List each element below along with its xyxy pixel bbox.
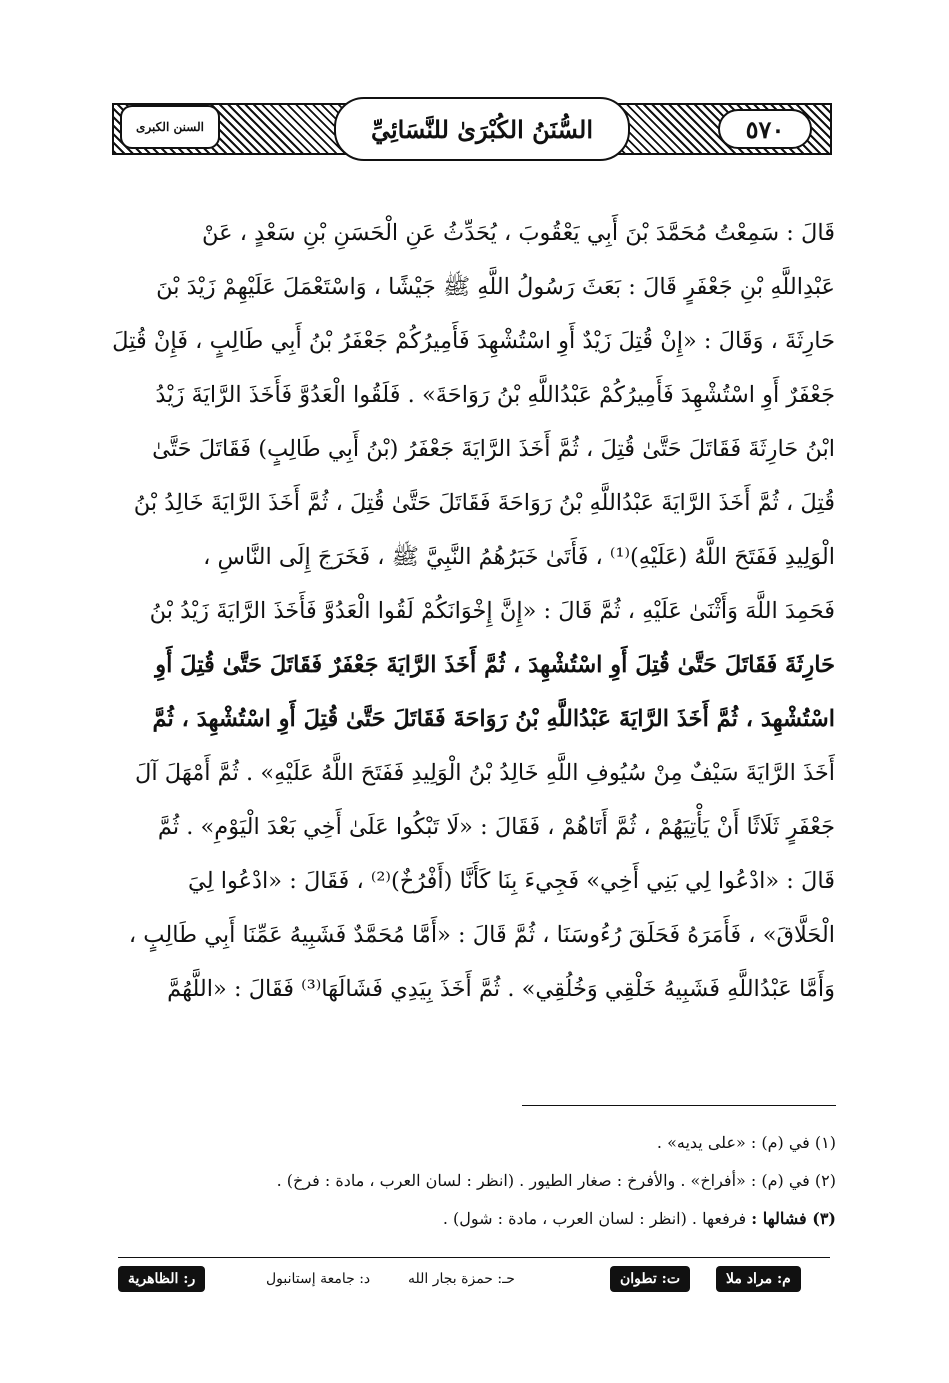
manuscript-credits	[118, 1262, 830, 1298]
footnote-1	[120, 1124, 836, 1162]
book-title-cartouche	[334, 97, 630, 161]
text-line: أَخَذَ الرَّايَةَ سَيْفٌ مِنْ سُيُوفِ اللَّهِ خَالِدُ بْنُ الْوَلِيدِ فَفَتَحَ اللَّهُ عَلَيْهِ» . ثُمَّ أَمْهَلَ آلَ	[135, 760, 835, 786]
text-line: الْوَلِيدِ فَفَتَحَ اللَّهُ (عَلَيْهِ)⁽¹⁾ ، فَأَتَىٰ خَبَرُهُمُ النَّبِيَّ ﷺ ، فَخَرَجَ إِلَى النَّاسِ ،	[203, 544, 835, 570]
footnote-keyword: (٣) فشالها :	[751, 1209, 836, 1228]
text-line: عَبْدِاللَّهِ بْنِ جَعْفَرٍ قَالَ : بَعَثَ رَسُولُ اللَّهِ ﷺ جَيْشًا ، وَاسْتَعْمَلَ عَلَيْهِمْ زَيْدَ بْنَ	[156, 274, 835, 300]
text-line: قُتِلَ ، ثُمَّ أَخَذَ الرَّايَةَ عَبْدُاللَّهِ بْنُ رَوَاحَةَ فَقَاتَلَ حَتَّىٰ قُتِلَ ، ثُمَّ أَخَذَ الرَّايَةَ خَالِدُ بْنُ	[133, 490, 835, 516]
credit-m: م: مراد ملا	[716, 1266, 801, 1292]
footnote-text: (٢) في (م) : «أفراخ» . والأفرخ : صغار الطيور . (انظر : لسان العرب ، مادة : فرخ) .	[276, 1171, 836, 1190]
text-line: قَالَ : «ادْعُوا لِي بَنِي أَخِي» فَجِيءَ بِنَا كَأَنَّا (أَفْرُخٌ)⁽²⁾ ، فَقَالَ : «ادْعُوا لِيَ	[187, 868, 835, 894]
text-line: حَارِثَةَ فَقَاتَلَ حَتَّىٰ قُتِلَ أَوِ اسْتُشْهِدَ ، ثُمَّ أَخَذَ الرَّايَةَ جَعْفَرٌ فَقَاتَلَ حَتَّىٰ قُتِلَ أَوِ	[155, 652, 835, 678]
footnote-separator	[522, 1105, 836, 1106]
text-line: حَارِثَةَ ، وَقَالَ : «إِنْ قُتِلَ زَيْدٌ أَوِ اسْتُشْهِدَ فَأَمِيرُكُمْ جَعْفَرُ بْنُ أَبِي طَالِبٍ ، فَإِنْ قُتِلَ	[112, 328, 835, 354]
credit-h: حـ: حمزة بجار الله	[408, 1271, 515, 1287]
page-header	[112, 97, 832, 161]
book-logo-text: السنن الكبرى	[136, 120, 204, 134]
page-number-cartouche	[718, 109, 812, 149]
book-title: السُّنَنُ الكُبْرَىٰ للنَّسَائِيِّ	[370, 114, 594, 144]
main-text	[100, 206, 835, 1016]
text-line: وَأَمَّا عَبْدُاللَّهِ فَشَبِيهُ خَلْقِي وَخُلُقِي» . ثُمَّ أَخَذَ بِيَدِي فَشَالَهَا⁽³⁾ فَقَالَ : «اللَّهُمَّ	[167, 976, 835, 1002]
text-line: جَعْفَرٍ ثَلَاثًا أَنْ يَأْتِيَهُمْ ، ثُمَّ أَتَاهُمْ ، فَقَالَ : «لَا تَبْكُوا عَلَىٰ أَخِي بَعْدَ الْيَوْمِ» . ثُمَّ	[157, 814, 835, 840]
credit-r: ر: الظاهرية	[118, 1266, 205, 1292]
credits-separator	[118, 1257, 830, 1258]
book-logo	[120, 105, 220, 149]
credit-t: ت: تطوان	[610, 1266, 690, 1292]
text-line: جَعْفَرٌ أَوِ اسْتُشْهِدَ فَأَمِيرُكُمْ عَبْدُاللَّهِ بْنُ رَوَاحَةَ» . فَلَقُوا الْعَدُوَّ فَأَخَذَ الرَّايَةَ زَيْدُ	[155, 382, 835, 408]
text-line: اسْتُشْهِدَ ، ثُمَّ أَخَذَ الرَّايَةَ عَبْدُاللَّهِ بْنُ رَوَاحَةَ فَقَاتَلَ حَتَّىٰ قُتِلَ أَوِ اسْتُشْهِدَ ، ثُمَّ	[152, 706, 835, 732]
text-line: ابْنُ حَارِثَةَ فَقَاتَلَ حَتَّىٰ قُتِلَ ، ثُمَّ أَخَذَ الرَّايَةَ جَعْفَرُ (بْنُ أَبِي طَالِبٍ) فَقَاتَلَ حَتَّىٰ	[152, 436, 835, 462]
page-number: ٥٧٠	[745, 114, 785, 144]
footnote-text: (١) في (م) : «على يديه» .	[656, 1133, 836, 1152]
text-line: فَحَمِدَ اللَّهَ وَأَثْنَىٰ عَلَيْهِ ، ثُمَّ قَالَ : «إِنَّ إِخْوَانَكُمْ لَقُوا الْعَدُوَّ فَأَخَذَ الرَّايَةَ زَيْدُ بْنُ	[149, 598, 835, 624]
footnote-3	[120, 1200, 836, 1238]
footnote-2	[120, 1162, 836, 1200]
footnote-text: فرفعها . (انظر : لسان العرب ، مادة : شول) .	[442, 1209, 752, 1228]
footnotes	[120, 1124, 836, 1238]
text-line: الْحَلَّاقَ» ، فَأَمَرَهُ فَحَلَقَ رُءُوسَنَا ، ثُمَّ قَالَ : «أَمَّا مُحَمَّدٌ فَشَبِيهُ عَمِّنَا أَبِي طَالِبٍ ،	[128, 922, 835, 948]
credit-d: د: جامعة إستانبول	[266, 1271, 371, 1287]
text-line: قَالَ : سَمِعْتُ مُحَمَّدَ بْنَ أَبِي يَعْقُوبَ ، يُحَدِّثُ عَنِ الْحَسَنِ بْنِ سَعْدٍ ، عَنْ	[202, 220, 835, 246]
